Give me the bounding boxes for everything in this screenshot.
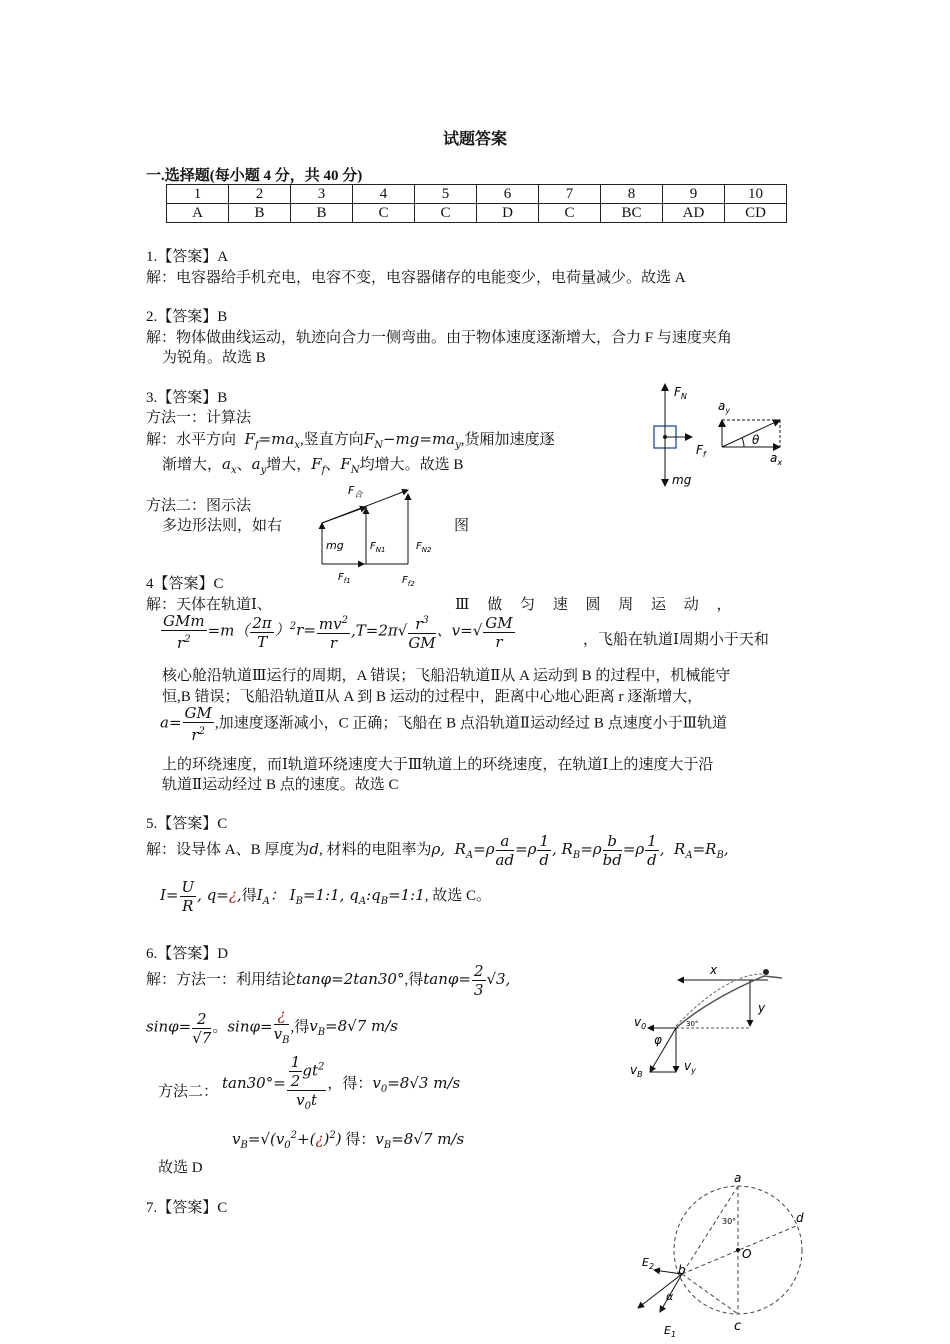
label-ff1: $F_{f1}$ [338, 572, 351, 585]
text: , 材料的电阻率为 [318, 841, 432, 858]
formula-frac: $\frac{r^3}{GM}$ [408, 612, 435, 652]
table-cell: 4 [353, 185, 415, 204]
symbol: $F_N$ [340, 455, 360, 476]
label-e1: $E_1$ [664, 1324, 677, 1339]
table-cell: 9 [663, 185, 725, 204]
text: 解：设导体 A、B 厚度为 [146, 841, 310, 858]
label-30deg: 30° [722, 1217, 737, 1226]
q4-line1: 解：天体在轨道Ⅰ、 [146, 597, 272, 613]
label-ax: $a_x$ [770, 451, 783, 467]
formula-frac: $\frac{a}{ad}$ [495, 832, 515, 869]
table-cell: A [167, 204, 229, 223]
q4-line6: 上的环绕速度，而Ⅰ轨道环绕速度大于Ⅲ轨道上的环绕速度，在轨道Ⅰ上的速度大于沿 [162, 757, 714, 773]
q5-line1: 解：设导体 A、B 厚度为d, 材料的电阻率为ρ, $R_A=\rho$ $\frac{a}{ad}$ =ρ $\frac{1}{d}$ , $R_B=\rho$ $\frac{b}{bd}$ =ρ $\frac{1}{d}$ , $R_A=R_B$, [146, 832, 729, 869]
text: ,加速度逐渐减小，C 正确；飞船在 B 点沿轨道Ⅱ运动经过 B 点速度小于Ⅲ轨道 [214, 715, 728, 732]
label-o: O [742, 1247, 752, 1261]
q3-polygon-diagram [316, 480, 446, 590]
label-mg: mg [326, 539, 344, 552]
q1-answer: 1.【答案】A [146, 249, 229, 265]
q6-answer: 6.【答案】D [146, 946, 229, 962]
text: ,得 [290, 1019, 310, 1036]
label-fn1: $F_{N1}$ [370, 541, 386, 554]
table-row-numbers [167, 185, 787, 204]
table-cell: 8 [601, 185, 663, 204]
label-alpha: α [666, 1290, 674, 1303]
text: 增大， [266, 457, 312, 473]
label-e2: $E_2$ [642, 1256, 655, 1271]
q3-method1: 方法一：计算法 [146, 410, 252, 426]
formula-ff: $F_f=ma_x$ [239, 430, 301, 451]
label-30deg: 30° [686, 1020, 699, 1028]
label-a: a [734, 1171, 742, 1185]
text: 得： [345, 1132, 376, 1148]
text: ,货厢加速度逐 [460, 432, 555, 448]
q4-line5: a= $\frac{GM}{r^2}$ ,加速度逐渐减小，C 正确；飞船在 B 点沿轨道Ⅱ运动经过 B 点速度小于Ⅲ轨道 [160, 704, 728, 744]
label-mg: mg [672, 473, 692, 487]
table-cell: C [415, 204, 477, 223]
text: 解：水平方向 [146, 432, 237, 448]
formula-frac: $\frac{1}{2}$ $gt^2$ $v_0t$ [287, 1053, 327, 1116]
answer-table [166, 184, 787, 223]
q2-solution-line1: 解：物体做曲线运动，轨迹向合力一侧弯曲。由于物体速度逐渐增大，合力 F 与速度夹角 [146, 330, 732, 346]
q7-answer: 7.【答案】C [146, 1200, 228, 1216]
label-fn: $F_N$ [674, 385, 687, 401]
text: 、 [236, 457, 252, 473]
label-d: d [796, 1211, 804, 1225]
q4-line2-tail: ，飞船在轨道Ⅰ周期小于天和 [583, 632, 769, 648]
label-vb: $v_B$ [630, 1063, 643, 1079]
label-ff: $F_f$ [696, 443, 706, 459]
q5-answer: 5.【答案】C [146, 816, 228, 832]
formula-fn: $F_N-mg=ma_y$ [363, 430, 461, 451]
table-cell: B [229, 204, 291, 223]
formula-frac: $\frac{\text{GMm}}{r^2}$ [163, 612, 205, 652]
q4-line4: 恒,B 错误；飞船沿轨道Ⅱ从 A 到 B 运动的过程中，距离中心地心距离 r 逐渐增大， [162, 689, 703, 705]
table-cell: C [539, 204, 601, 223]
table-cell: 10 [725, 185, 787, 204]
q3-solution-line2 [162, 453, 463, 476]
label-x: x [710, 963, 718, 977]
q6-method2-formula: tan30°= $\frac{1}{2}$ $gt^2$ $v_0t$ ，得：$v_0=8√3$ m/s [222, 1053, 460, 1116]
q6-method2: 方法二： [158, 1084, 219, 1100]
table-cell: BC [601, 204, 663, 223]
q2-solution-line2: 为锐角。故选 B [162, 350, 266, 366]
symbol: $a_x$ [222, 455, 237, 476]
formula-frac: $\frac{GM}{r^2}$ [184, 704, 212, 744]
formula-frac: $\frac{1}{d}$ [647, 832, 657, 869]
text: 解：方法一：利用结论 [146, 971, 297, 988]
q4-line3: 核心舱沿轨道Ⅲ运行的周期，A 错误；飞船沿轨道Ⅱ从 A 运动到 B 的过程中，机械能守 [162, 668, 731, 684]
text: 渐增大， [162, 457, 223, 473]
label-b: b [678, 1263, 686, 1277]
text: 得 [241, 887, 257, 904]
table-row-answers [167, 204, 787, 223]
label-ay: $a_y$ [718, 399, 731, 415]
table-cell: D [477, 204, 539, 223]
table-cell: 1 [167, 185, 229, 204]
table-cell: 7 [539, 185, 601, 204]
q3-method2-tail: 图 [454, 518, 470, 534]
label-c: c [734, 1319, 742, 1334]
formula-frac: $\frac{¿}{v_B}$ [273, 1006, 290, 1046]
label-fhe: $F_合$ [348, 484, 363, 499]
q6-projectile-diagram [628, 960, 788, 1080]
q4-line7: 轨道Ⅱ运动经过 B 点的速度。故选 C [162, 777, 399, 793]
table-cell: CD [725, 204, 787, 223]
text: ，得： [327, 1075, 373, 1092]
q5-line2: I= $\frac{U}{R}$ , q=¿,得$I_A$： $I_B=1:1$, $q_A:q_B=1:1$, 故选 C。 [160, 878, 492, 915]
text: 、 [325, 457, 341, 473]
formula-frac: $\frac{2\pi}{T}$ [252, 613, 272, 651]
table-cell: 5 [415, 185, 477, 204]
q6-line1: 解：方法一：利用结论tanφ=2tan30°,得tanφ= $\frac{2}{3}$ √3, [146, 962, 511, 999]
page-title: 试题答案 [442, 131, 507, 148]
formula-frac: $\frac{b}{bd}$ [602, 832, 622, 869]
q4-answer: 4【答案】C [146, 576, 224, 592]
table-cell: 6 [477, 185, 539, 204]
table-cell: C [353, 204, 415, 223]
q3-force-diagram [640, 378, 800, 493]
q3-method2-text: 多边形法则，如右 [162, 518, 283, 534]
table-cell: B [291, 204, 353, 223]
table-cell: AD [663, 204, 725, 223]
label-fn2: $F_{N2}$ [416, 541, 432, 554]
formula-frac: $\frac{2}{√7}$ [192, 1009, 212, 1047]
label-ff2: $F_{f2}$ [402, 575, 415, 588]
formula-frac: $\frac{2}{3}$ [473, 962, 484, 999]
text: 均增大。故选 B [359, 457, 464, 473]
q6-method2-line2: $v_B=√(v_0^2+(¿)^2)$ 得：$v_B=8√7$ m/s [232, 1130, 465, 1151]
text: ,得 [404, 971, 424, 988]
q6-end: 故选 D [158, 1160, 203, 1176]
table-cell: 3 [291, 185, 353, 204]
symbol: $F_f$ [311, 455, 326, 476]
q3-answer: 3.【答案】B [146, 390, 228, 406]
table-cell: 2 [229, 185, 291, 204]
q3-solution-line1 [146, 428, 555, 451]
label-theta: θ [752, 433, 760, 447]
formula-frac: $\frac{U}{R}$ [181, 878, 195, 915]
q3-method2: 方法二：图示法 [146, 498, 252, 514]
q1-solution: 解：电容器给手机充电，电容不变，电容器储存的电能变少，电荷量减少。故选 A [146, 270, 686, 286]
q4-line1-tail: Ⅲ 做 匀 速 圆 周 运 动 ， [455, 597, 732, 613]
formula-frac: $\frac{GM}{r}$ [485, 613, 513, 651]
q6-line2: sinφ= $\frac{2}{√7}$ 。sinφ= $\frac{¿}{v_B}$ ,得$v_B=8√7$ m/s [146, 1006, 398, 1050]
section-heading: 一.选择题(每小题 4 分，共 40 分) [146, 168, 363, 184]
q2-answer: 2.【答案】B [146, 309, 228, 325]
text: 。 [212, 1019, 228, 1036]
text: ,竖直方向 [300, 432, 364, 448]
label-v0: $v_0$ [634, 1015, 647, 1031]
symbol: $a_y$ [251, 455, 267, 476]
q7-circle-diagram [630, 1170, 810, 1340]
q4-formula-line: $\frac{\text{GMm}}{r^2}$ =m（ $\frac{2\pi}{T}$ ）$^2$r= $\frac{mv^2}{r}$ ,T=2π√ $\frac{r^3}{GM}$ 、v=√ $\frac{GM}{r}$ [163, 612, 513, 652]
label-y: y [758, 1001, 766, 1015]
formula-frac: $\frac{1}{d}$ [539, 832, 550, 869]
formula-frac: $\frac{mv^2}{r}$ [317, 612, 350, 652]
text: , 故选 C。 [424, 887, 492, 904]
label-phi: φ [654, 1033, 662, 1047]
label-vy: $v_y$ [684, 1059, 696, 1075]
